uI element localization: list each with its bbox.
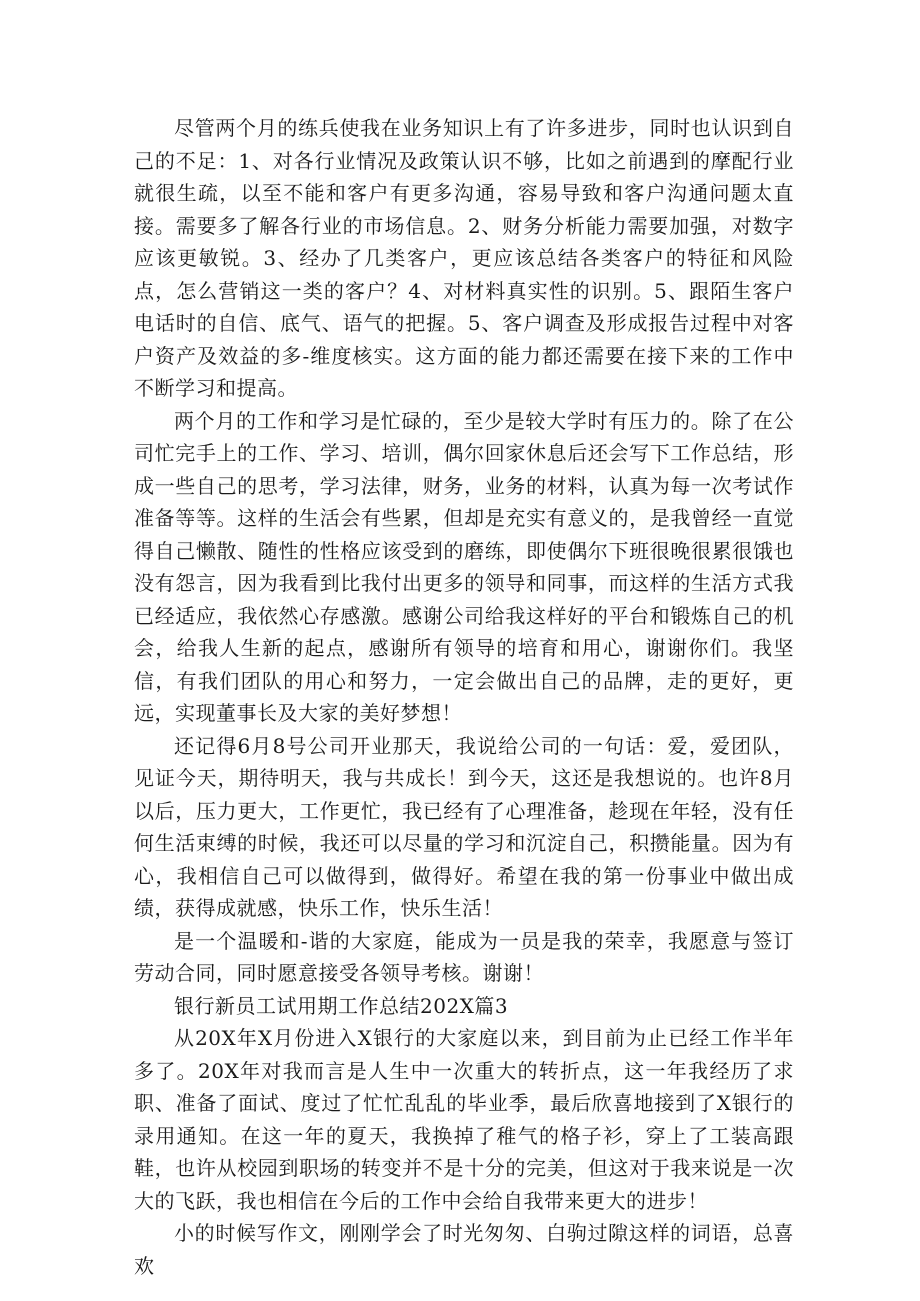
document-body xyxy=(134,112,794,1282)
paragraph-childhood-writing: 小的时候写作文，刚刚学会了时光匆匆、白驹过隙这样的词语，总喜欢 xyxy=(134,1221,794,1278)
paragraph-shortcomings: 尽管两个月的练兵使我在业务知识上有了许多进步，同时也认识到自己的不足：1、对各行业情况及政策认识不够，比如之前遇到的摩配行业就很生疏，以至不能和客户有更多沟通，容易导致和客户沟通问题太直接。需要多了解各行业的市场信息。2、财务分析能力需要加强，对数字应该更敏锐。3、经办了几类客户，更应该总结各类客户的特征和风险点，怎么营销这一类的客户？4、对材料真实性的识别。5、跟陌生客户电话时的自信、底气、语气的把握。5、客户调查及形成报告过程中对客户资产及效益的多-维度核实。这方面的能力都还需要在接下来的工作中不断学习和提高。 xyxy=(134,116,794,400)
paragraph-company-opening: 还记得6月8号公司开业那天，我说给公司的一句话：爱，爱团队，见证今天，期待明天，我与共成长！到今天，这还是我想说的。也许8月以后，压力更大，工作更忙，我已经有了心理准备，趁现在年轻，没有任何生活束缚的时候，我还可以尽量的学习和沉淀自己，积攒能量。因为有心，我相信自己可以做得到，做得好。希望在我的第一份事业中做出成绩，获得成就感，快乐工作，快乐生活！ xyxy=(134,733,794,920)
section-heading: 银行新员工试用期工作总结202X篇3 xyxy=(174,993,509,1018)
paragraph-work-and-study: 两个月的工作和学习是忙碌的，至少是较大学时有压力的。除了在公司忙完手上的工作、学习、培训，偶尔回家休息后还会写下工作总结，形成一些自己的思考，学习法律，财务，业务的材料，认真为每一次考试作准备等等。这样的生活会有些累，但却是充实有意义的，是我曾经一直觉得自己懒散、随性的性格应该受到的磨练，即使偶尔下班很晚很累很饿也没有怨言，因为我看到比我付出更多的领导和同事，而这样的生活方式我已经适应，我依然心存感激。感谢公司给我这样好的平台和锻炼自己的机会，给我人生新的起点，感谢所有领导的培育和用心，谢谢你们。我坚信，有我们团队的用心和努力，一定会做出自己的品牌，走的更好，更远，实现董事长及大家的美好梦想！ xyxy=(134,408,794,725)
paragraph-family-contract: 是一个温暖和-谐的大家庭，能成为一员是我的荣幸，我愿意与签订劳动合同，同时愿意接受各领导考核。谢谢！ xyxy=(134,928,794,985)
paragraph-joining-bank: 从20X年X月份进入X银行的大家庭以来，到目前为止已经工作半年多了。20X年对我而言是人生中一次重大的转折点，这一年我经历了求职、准备了面试、度过了忙忙乱乱的毕业季，最后欣喜地接到了X银行的录用通知。在这一年的夏天，我换掉了稚气的格子衫，穿上了工装高跟鞋，也许从校园到职场的转变并不是十分的完美，但这对于我来说是一次大的飞跃，我也相信在今后的工作中会给自我带来更大的进步！ xyxy=(134,1026,794,1213)
